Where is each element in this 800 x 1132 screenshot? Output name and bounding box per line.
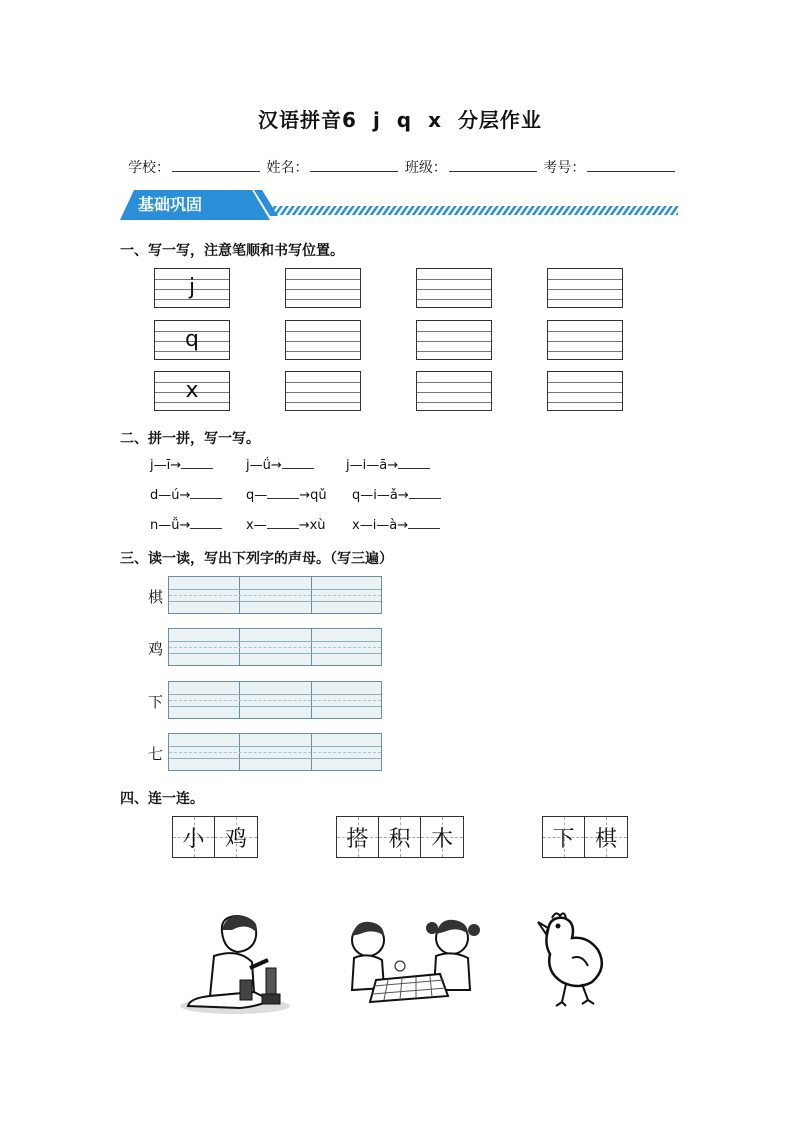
- pinyin-2-2-tail: →qǔ: [299, 488, 327, 503]
- char-cell: [379, 817, 421, 857]
- guide-line: [286, 402, 360, 403]
- guide-line: [169, 601, 381, 602]
- four-line-writing-box[interactable]: [285, 371, 361, 411]
- answer-blank[interactable]: [190, 488, 222, 499]
- four-line-writing-box[interactable]: [154, 320, 230, 360]
- char: 小: [182, 826, 205, 852]
- class-label: 班级：: [404, 160, 447, 176]
- guide-line: [548, 392, 622, 393]
- dashed-guide-line: [169, 700, 381, 701]
- guide-line: [286, 382, 360, 383]
- section-banner: [120, 186, 680, 222]
- pinyin-1-3: j—i—ā→: [346, 458, 399, 473]
- char-cell: [543, 817, 585, 857]
- guide-line: [169, 589, 381, 590]
- pinyin-3-2: x—: [246, 518, 267, 533]
- title-prefix: 汉语拼音6: [258, 108, 357, 132]
- guide-line: [417, 331, 491, 332]
- guide-line: [286, 289, 360, 290]
- answer-blank[interactable]: [408, 518, 440, 529]
- four-line-writing-box[interactable]: [154, 371, 230, 411]
- pinyin-2-3: q—i—ǎ→: [352, 488, 409, 503]
- char: 鸡: [224, 826, 247, 852]
- exam-number-label: 考号：: [543, 160, 586, 176]
- student-info-line: [128, 157, 677, 177]
- four-line-writing-box[interactable]: [547, 320, 623, 360]
- character-label: 七: [148, 745, 164, 763]
- sample-letter: x: [185, 378, 199, 403]
- guide-line: [169, 758, 381, 759]
- initial-writing-grid[interactable]: [168, 733, 382, 771]
- four-line-writing-box[interactable]: [416, 320, 492, 360]
- page-title: [0, 104, 800, 133]
- pinyin-1-1: j—ī→: [150, 458, 182, 473]
- guide-line: [417, 402, 491, 403]
- four-line-writing-box[interactable]: [547, 371, 623, 411]
- answer-blank[interactable]: [282, 458, 314, 469]
- guide-line: [548, 279, 622, 280]
- guide-line: [417, 279, 491, 280]
- boy-building-blocks-picture[interactable]: [180, 910, 300, 1015]
- sample-letter: q: [185, 327, 199, 352]
- guide-line: [286, 299, 360, 300]
- char: 木: [430, 826, 453, 852]
- name-blank[interactable]: [310, 159, 398, 172]
- character-label: 鸡: [148, 640, 164, 658]
- section2-heading: 二、拼一拼，写一写。: [120, 431, 260, 447]
- pinyin-1-2: j—ǘ→: [246, 458, 282, 473]
- school-label: 学校：: [128, 160, 170, 176]
- initial-writing-grid[interactable]: [168, 681, 382, 719]
- guide-line: [548, 289, 622, 290]
- answer-blank[interactable]: [190, 518, 222, 529]
- four-line-writing-box[interactable]: [285, 268, 361, 308]
- pinyin-3-1: n—ǚ→: [150, 518, 191, 533]
- title-letter-x: x: [428, 108, 442, 132]
- guide-line: [286, 279, 360, 280]
- sample-letter: j: [188, 275, 196, 300]
- section1-heading: 一、写一写，注意笔顺和书写位置。: [120, 243, 344, 259]
- word-box-xiaoji[interactable]: [172, 816, 258, 858]
- guide-line: [169, 653, 381, 654]
- guide-line: [286, 331, 360, 332]
- guide-line: [169, 641, 381, 642]
- section3-heading: 三、读一读，写出下列字的声母。（写三遍）: [120, 551, 393, 567]
- guide-line: [417, 351, 491, 352]
- title-letter-j: j: [372, 108, 381, 132]
- four-line-writing-box[interactable]: [285, 320, 361, 360]
- guide-line: [548, 351, 622, 352]
- guide-line: [548, 402, 622, 403]
- school-blank[interactable]: [172, 159, 260, 172]
- pinyin-3-3: x—i—à→: [352, 518, 409, 533]
- answer-blank[interactable]: [267, 488, 299, 499]
- char: 积: [388, 826, 411, 852]
- guide-line: [417, 341, 491, 342]
- name-label: 姓名：: [266, 160, 309, 176]
- guide-line: [417, 392, 491, 393]
- title-suffix: 分层作业: [457, 108, 542, 132]
- guide-line: [417, 382, 491, 383]
- guide-line: [548, 382, 622, 383]
- answer-blank[interactable]: [409, 488, 441, 499]
- four-line-writing-box[interactable]: [154, 268, 230, 308]
- guide-line: [417, 299, 491, 300]
- char-cell: [421, 817, 463, 857]
- exam-number-blank[interactable]: [587, 159, 675, 172]
- initial-writing-grid[interactable]: [168, 628, 382, 666]
- char: 棋: [594, 826, 617, 852]
- four-line-writing-box[interactable]: [416, 371, 492, 411]
- four-line-writing-box[interactable]: [547, 268, 623, 308]
- guide-line: [548, 331, 622, 332]
- char-cell: [585, 817, 627, 857]
- guide-line: [169, 694, 381, 695]
- children-playing-chess-picture[interactable]: [340, 910, 480, 1010]
- section4-heading: 四、连一连。: [120, 791, 204, 807]
- word-box-xiaqi[interactable]: [542, 816, 628, 858]
- dashed-guide-line: [169, 752, 381, 753]
- char-cell: [337, 817, 379, 857]
- answer-blank[interactable]: [181, 458, 213, 469]
- chick-picture[interactable]: [530, 910, 620, 1010]
- title-letter-q: q: [396, 108, 413, 132]
- initial-writing-grid[interactable]: [168, 576, 382, 614]
- character-label: 下: [148, 693, 164, 711]
- pinyin-3-2-tail: →xù: [298, 518, 326, 533]
- guide-line: [286, 351, 360, 352]
- pinyin-2-1: d—ú→: [150, 488, 191, 503]
- guide-line: [286, 341, 360, 342]
- guide-line: [548, 341, 622, 342]
- answer-blank[interactable]: [267, 518, 299, 529]
- dashed-guide-line: [169, 595, 381, 596]
- guide-line: [169, 706, 381, 707]
- word-box-dajimu[interactable]: [336, 816, 464, 858]
- char-cell: [215, 817, 257, 857]
- char-cell: [173, 817, 215, 857]
- guide-line: [548, 299, 622, 300]
- character-label: 棋: [148, 588, 164, 606]
- guide-line: [417, 289, 491, 290]
- class-blank[interactable]: [449, 159, 537, 172]
- four-line-writing-box[interactable]: [416, 268, 492, 308]
- guide-line: [286, 392, 360, 393]
- pinyin-2-2: q—: [246, 488, 268, 503]
- char: 下: [552, 826, 575, 852]
- answer-blank[interactable]: [398, 458, 430, 469]
- banner-label: 基础巩固: [138, 195, 203, 214]
- guide-line: [169, 746, 381, 747]
- char: 搭: [346, 826, 369, 852]
- dashed-guide-line: [169, 647, 381, 648]
